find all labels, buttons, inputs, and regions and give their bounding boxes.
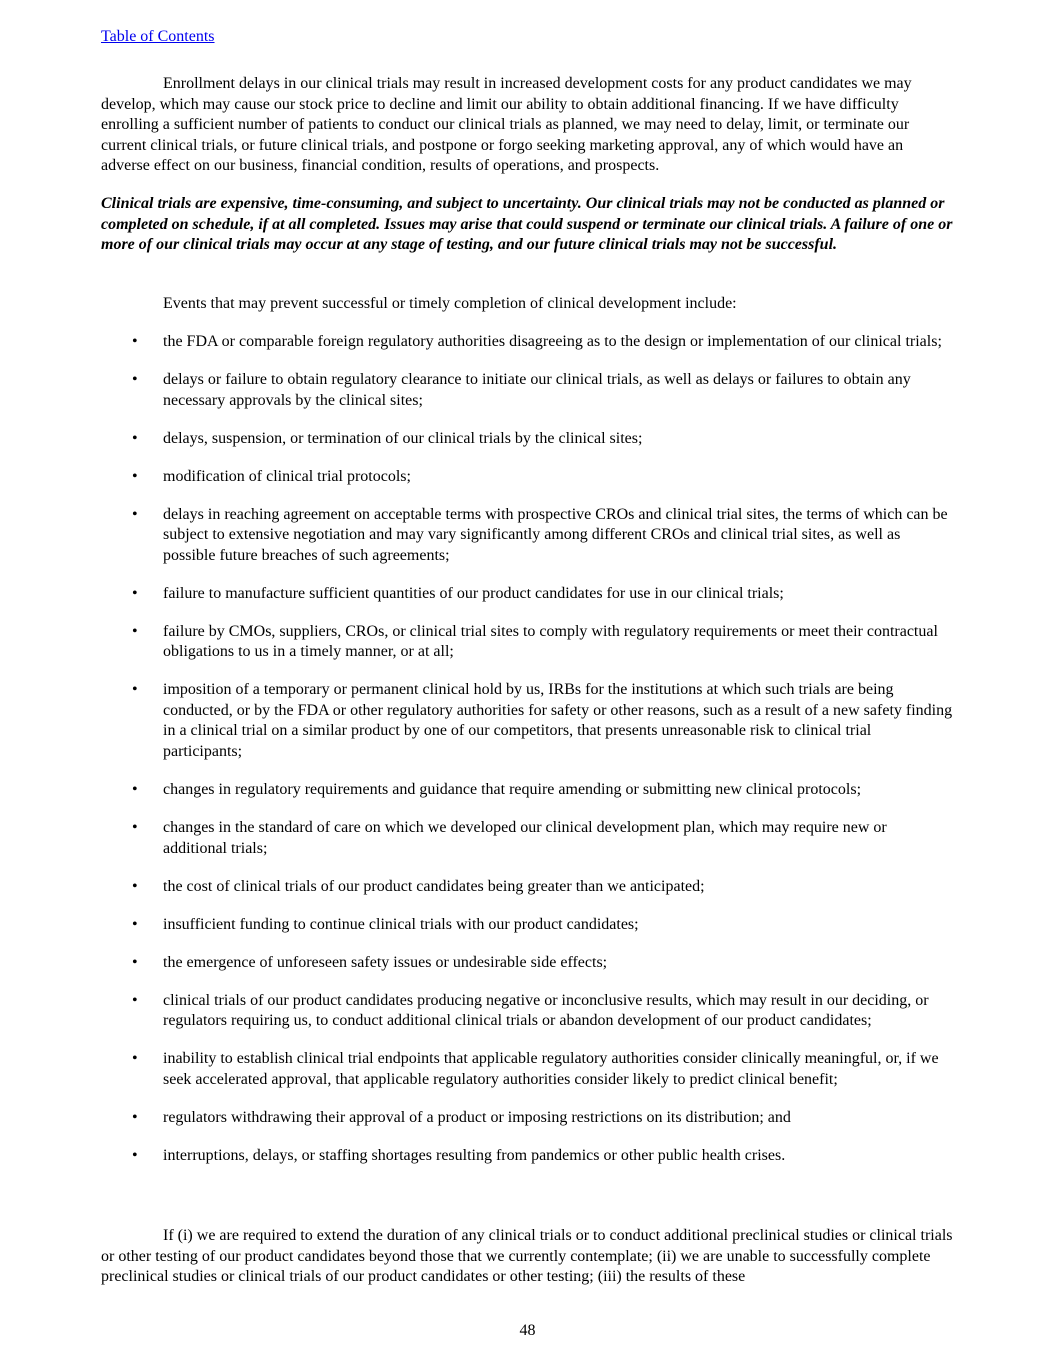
list-item-text: interruptions, delays, or staffing shortages resulting from pandemics or other public health crises. — [163, 1146, 786, 1164]
list-item-text: delays, suspension, or termination of our clinical trials by the clinical sites; — [163, 429, 643, 447]
list-item — [101, 370, 953, 411]
list-item — [101, 429, 953, 450]
bullet-icon: • — [132, 584, 138, 602]
list-item-text: insufficient funding to continue clinical trials with our product candidates; — [163, 915, 639, 933]
table-of-contents-link[interactable]: Table of Contents — [101, 28, 215, 45]
list-item-text: delays or failure to obtain regulatory clearance to initiate our clinical trials, as well as delays or failures to obtain any necessary approvals by the clinical sites; — [163, 370, 911, 409]
list-item-text: inability to establish clinical trial endpoints that applicable regulatory authorities consider clinically meaningful, or, if we seek accelerated approval, that applicable regulatory authorities consider likely to predict clinical benefit; — [163, 1050, 939, 1088]
list-item — [101, 622, 953, 663]
list-item-text: clinical trials of our product candidates producing negative or inconclusive results, which may result in our deciding, or regulators requiring us, to conduct additional clinical trials or abandon development of our product candidates; — [163, 991, 929, 1030]
bullet-icon: • — [132, 505, 138, 523]
bullet-icon: • — [132, 953, 138, 971]
list-item — [101, 1146, 953, 1167]
list-item — [101, 1108, 953, 1129]
page-number: 48 — [519, 1322, 536, 1339]
bullet-icon: • — [132, 819, 138, 837]
list-item — [101, 915, 953, 936]
list-item-text: changes in regulatory requirements and guidance that require amending or submitting new clinical protocols; — [163, 781, 862, 799]
list-item-text: changes in the standard of care on which we developed our clinical development plan, which may require new or additional trials; — [163, 819, 887, 857]
bullet-icon: • — [132, 1050, 138, 1068]
list-item — [101, 680, 953, 762]
list-item — [101, 467, 953, 488]
list-item-text: regulators withdrawing their approval of a product or imposing restrictions on its distribution; and — [163, 1108, 791, 1126]
list-item-text: imposition of a temporary or permanent clinical hold by us, IRBs for the institutions at which such trials are being conducted, or by the FDA or other regulatory authorities for safety or other reasons, such as a result of a new safety finding in a clinical trial on a similar product by one of our competitors, that presents unreasonable risk to clinical trial participants; — [163, 681, 953, 761]
bullet-icon: • — [132, 1108, 138, 1126]
enrollment-paragraph: Enrollment delays in our clinical trials may result in increased development costs for any product candidates we may develop, which may cause our stock price to decline and limit our ability to obtain additional financing. If we have difficulty enrolling a sufficient number of patients to conduct our clinical trials as planned, we may need to delay, limit, or terminate our current clinical trials, or future clinical trials, and postpone or forgo seeking marketing approval, any of which would have an adverse effect on our business, financial condition, results of operations, and prospects. — [101, 75, 912, 175]
list-item — [101, 505, 953, 567]
bullet-icon: • — [132, 370, 138, 388]
bullet-icon: • — [132, 622, 138, 640]
events-intro-paragraph: Events that may prevent successful or timely completion of clinical development include: — [163, 295, 737, 312]
list-item-text: the emergence of unforeseen safety issues or undesirable side effects; — [163, 953, 608, 971]
risk-events-list — [101, 332, 953, 1184]
list-item — [101, 991, 953, 1032]
list-item-text: the FDA or comparable foreign regulatory authorities disagreeing as to the design or implementation of our clinical trials; — [163, 333, 942, 350]
list-item — [101, 1049, 953, 1090]
bullet-icon: • — [132, 781, 138, 799]
risk-factor-heading: Clinical trials are expensive, time-consuming, and subject to uncertainty. Our clinical trials may not be conducted as planned or completed on schedule, if at all completed. Issues may arise that could suspend or terminate our clinical trials. A failure of one or more of our clinical trials may occur at any stage of testing, and our future clinical trials may not be successful. — [101, 195, 953, 254]
list-item-text: failure to manufacture sufficient quantities of our product candidates for use in our clinical trials; — [163, 584, 784, 602]
bullet-icon: • — [132, 467, 138, 485]
list-item — [101, 953, 953, 974]
bullet-icon: • — [132, 991, 138, 1009]
bullet-icon: • — [132, 877, 138, 895]
list-item-text: the cost of clinical trials of our product candidates being greater than we anticipated; — [163, 877, 705, 895]
list-item — [101, 332, 953, 353]
bullet-icon: • — [132, 1146, 138, 1164]
closing-paragraph: If (i) we are required to extend the duration of any clinical trials or to conduct additional preclinical studies or clinical trials or other testing of our product candidates beyond those that we currently contemplate; (ii) we are unable to successfully complete preclinical studies or clinical trials of our product candidates or other testing; (iii) the results of these — [101, 1227, 953, 1286]
bullet-icon: • — [132, 915, 138, 933]
bullet-icon: • — [132, 333, 138, 350]
list-item — [101, 780, 953, 801]
list-item-text: failure by CMOs, suppliers, CROs, or clinical trial sites to comply with regulatory requirements or meet their contractual obligations to us in a timely manner, or at all; — [163, 622, 938, 661]
bullet-icon: • — [132, 429, 138, 447]
list-item — [101, 818, 953, 859]
list-item — [101, 877, 953, 898]
list-item-text: modification of clinical trial protocols; — [163, 467, 411, 485]
list-item — [101, 584, 953, 605]
list-item-text: delays in reaching agreement on acceptable terms with prospective CROs and clinical trial sites, the terms of which can be subject to extensive negotiation and may vary significantly among different CROs and clinical trial sites, as well as possible future breaches of such agreements; — [163, 505, 948, 564]
bullet-icon: • — [132, 681, 138, 699]
